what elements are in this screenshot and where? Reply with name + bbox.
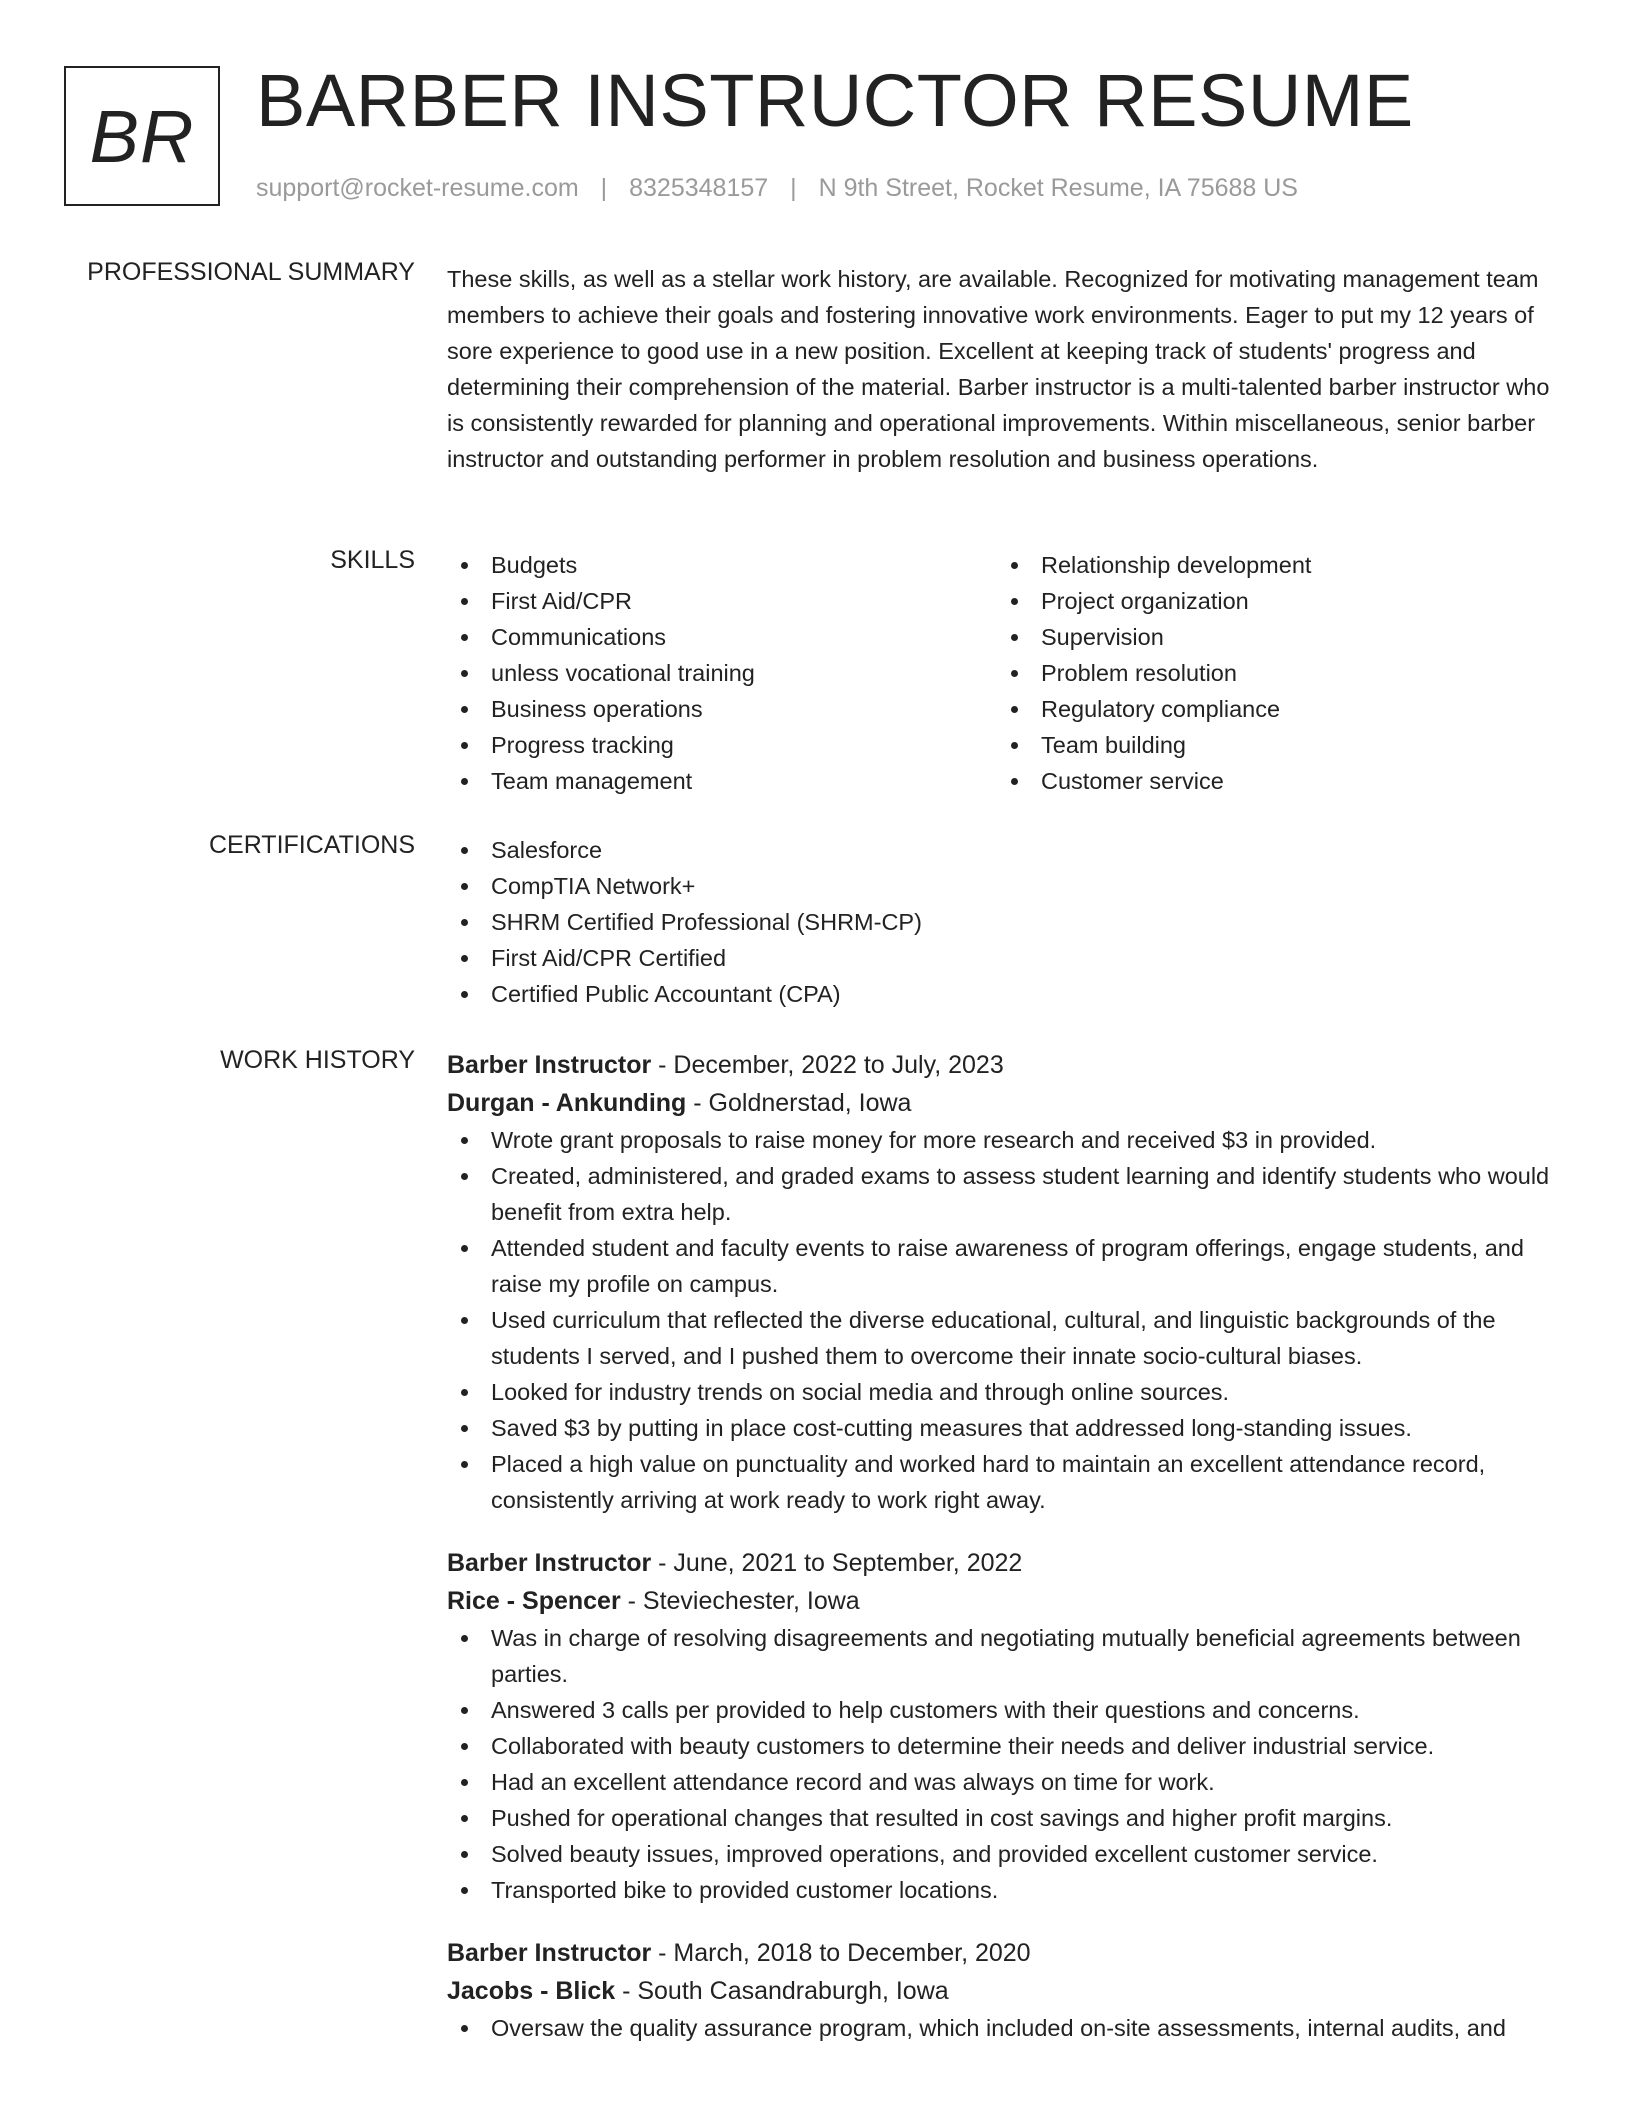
job-title-line (447, 1934, 1567, 1972)
certification-item: Salesforce (447, 832, 1567, 868)
skill-item: Regulatory compliance (997, 691, 1547, 727)
certifications-list (447, 832, 1567, 1012)
job-location: - Goldnerstad, Iowa (686, 1089, 912, 1117)
job-bullet: Wrote grant proposals to raise money for more research and received $3 in provided. (447, 1122, 1567, 1158)
skill-item: Team management (447, 763, 997, 799)
job-dates: - March, 2018 to December, 2020 (651, 1939, 1031, 1967)
monogram-initials: BR (89, 94, 195, 178)
job-entry (447, 1544, 1567, 1908)
job-bullet: Solved beauty issues, improved operations, and provided excellent customer service. (447, 1836, 1567, 1872)
job-dates: - December, 2022 to July, 2023 (651, 1051, 1004, 1079)
skill-item: Relationship development (997, 547, 1547, 583)
job-dates: - June, 2021 to September, 2022 (651, 1549, 1023, 1577)
skill-item: unless vocational training (447, 655, 997, 691)
job-bullet: Oversaw the quality assurance program, which included on-site assessments, internal audits, and (447, 2010, 1567, 2046)
job-bullet-list (447, 1122, 1567, 1518)
contact-separator: | (790, 174, 797, 202)
certifications-label: CERTIFICATIONS (208, 831, 415, 859)
job-bullet: Attended student and faculty events to raise awareness of program offerings, engage students, and raise my profile on campus. (447, 1230, 1567, 1302)
job-title: Barber Instructor (447, 1939, 652, 1967)
summary-body (447, 261, 1567, 477)
skills-body (447, 547, 1567, 799)
job-title-line (447, 1046, 1567, 1084)
job-bullet-list (447, 1620, 1567, 1908)
job-company-line (447, 1084, 1567, 1122)
summary-label: PROFESSIONAL SUMMARY (87, 258, 415, 286)
job-company: Durgan - Ankunding (447, 1089, 687, 1117)
skill-item: First Aid/CPR (447, 583, 997, 619)
monogram-box (64, 66, 220, 206)
certifications-body (447, 832, 1567, 1012)
skill-item: Problem resolution (997, 655, 1547, 691)
job-title: Barber Instructor (447, 1051, 652, 1079)
skill-item: Business operations (447, 691, 997, 727)
summary-text: These skills, as well as a stellar work history, are available. Recognized for motivating management team members to achieve their goals and fostering innovative work environments. Eager to put my 12 years of sore experience to good use in a new position. Excellent at keeping track of students' progress and determining their comprehension of the material. Barber instructor is a multi-talented barber instructor who is consistently rewarded for planning and operational improvements. Within miscellaneous, senior barber instructor and outstanding performer in problem resolution and business operations. (447, 266, 1550, 472)
skill-item: Communications (447, 619, 997, 655)
skill-item: Team building (997, 727, 1547, 763)
resume-title: BARBER INSTRUCTOR RESUME (256, 59, 1414, 142)
job-bullet: Placed a high value on punctuality and worked hard to maintain an excellent attendance record, consistently arriving at work ready to work right away. (447, 1446, 1567, 1518)
contact-email[interactable]: support@rocket-resume.com (256, 174, 579, 202)
job-bullet: Was in charge of resolving disagreements and negotiating mutually beneficial agreements between parties. (447, 1620, 1567, 1692)
job-company: Jacobs - Blick (447, 1977, 616, 2005)
job-location: - South Casandraburgh, Iowa (615, 1977, 949, 2005)
work-history-body (447, 1046, 1567, 2072)
job-location: - Steviechester, Iowa (620, 1587, 860, 1615)
job-company-line (447, 1582, 1567, 1620)
job-bullet: Saved $3 by putting in place cost-cutting measures that addressed long-standing issues. (447, 1410, 1567, 1446)
skills-label: SKILLS (330, 546, 415, 574)
skill-item: Customer service (997, 763, 1547, 799)
job-bullet: Transported bike to provided customer locations. (447, 1872, 1567, 1908)
job-bullet: Collaborated with beauty customers to determine their needs and deliver industrial service. (447, 1728, 1567, 1764)
job-entry (447, 1934, 1567, 2046)
job-bullet: Looked for industry trends on social media and through online sources. (447, 1374, 1567, 1410)
job-bullet-list (447, 2010, 1567, 2046)
job-title: Barber Instructor (447, 1549, 652, 1577)
skills-list-right (997, 547, 1547, 799)
certification-item: First Aid/CPR Certified (447, 940, 1567, 976)
skill-item: Progress tracking (447, 727, 997, 763)
skill-item: Budgets (447, 547, 997, 583)
certification-item: CompTIA Network+ (447, 868, 1567, 904)
job-title-line (447, 1544, 1567, 1582)
skills-columns (447, 547, 1567, 799)
skill-item: Project organization (997, 583, 1547, 619)
job-company: Rice - Spencer (447, 1587, 621, 1615)
job-bullet: Created, administered, and graded exams to assess student learning and identify students who would benefit from extra help. (447, 1158, 1567, 1230)
skills-list-left (447, 547, 997, 799)
skill-item: Supervision (997, 619, 1547, 655)
contact-line (256, 174, 1298, 203)
job-bullet: Had an excellent attendance record and was always on time for work. (447, 1764, 1567, 1800)
certification-item: SHRM Certified Professional (SHRM-CP) (447, 904, 1567, 940)
job-bullet: Used curriculum that reflected the diverse educational, cultural, and linguistic backgrounds of the students I served, and I pushed them to overcome their innate socio-cultural biases. (447, 1302, 1567, 1374)
job-bullet: Pushed for operational changes that resulted in cost savings and higher profit margins. (447, 1800, 1567, 1836)
contact-phone[interactable]: 8325348157 (629, 174, 769, 202)
job-company-line (447, 1972, 1567, 2010)
certification-item: Certified Public Accountant (CPA) (447, 976, 1567, 1012)
contact-address: N 9th Street, Rocket Resume, IA 75688 US (818, 174, 1298, 202)
work-history-label: WORK HISTORY (220, 1046, 415, 1074)
contact-separator: | (600, 174, 608, 202)
job-entry (447, 1046, 1567, 1518)
job-bullet: Answered 3 calls per provided to help customers with their questions and concerns. (447, 1692, 1567, 1728)
